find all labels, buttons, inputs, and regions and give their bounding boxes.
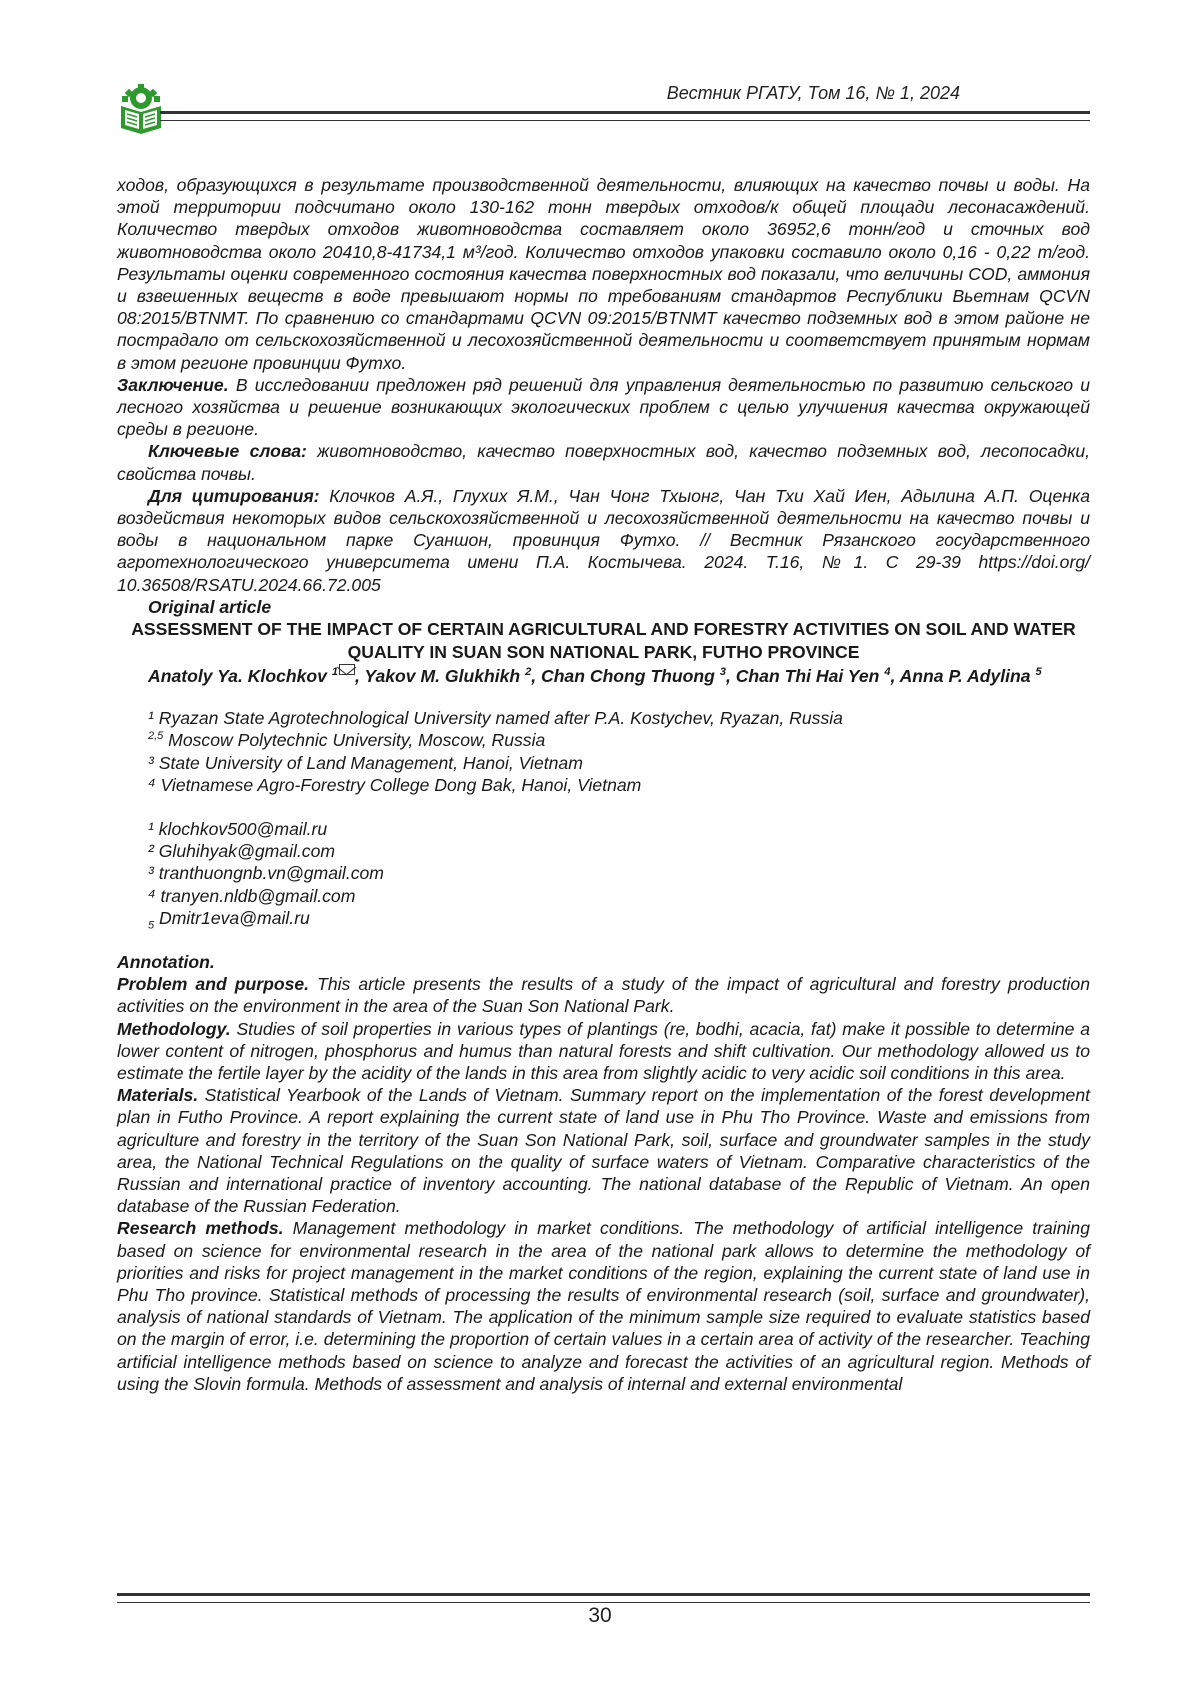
problem-text: This article presents the results of a study of the impact of agricultural and forestry production activities on the environment in the area of the Suan Son National Park. [117, 974, 1090, 1017]
email-address[interactable]: Dmitr1eva@mail.ru [154, 907, 310, 928]
affiliation-mark: ³ [148, 752, 154, 773]
email-mark: ¹ [148, 818, 154, 839]
citation-paragraph [117, 485, 1090, 596]
citation-label: Для цитирования: [148, 485, 320, 506]
author-mark: 2 [525, 666, 532, 679]
email-address[interactable]: Gluhihyak@gmail.com [153, 841, 336, 862]
email-address[interactable]: tranthuongnb.vn@gmail.com [153, 863, 384, 884]
author-name: Chan Chong Thuong [540, 665, 715, 686]
affiliation-text: Moscow Polytechnic University, Moscow, Russia [163, 730, 546, 751]
email-item [148, 840, 1090, 862]
email-mark: 5 [148, 919, 155, 932]
research-methods-text: Management methodology in market conditions. The methodology of artificial intelligence training based on science for environmental research in the area of the national park allows to determine the methodology of priorities and risks for project management in the market conditions of the region, explaining the current state of land use in Phu Tho province. Statistical methods of processing the results of environmental research (soil, surface and groundwater), analysis of national standards of Vietnam. The application of the minimum sample size required to evaluate statistics based on the margin of error, i.e. determining the proportion of certain values in a certain area of activity of the researcher. Teaching artificial intelligence methods based on science to analyze and forecast the activities of an agricultural region. Methods of using the Slovin formula. Methods of assessment and analysis of internal and external environmental [117, 1218, 1090, 1394]
author-name: Yakov M. Glukhikh [364, 665, 521, 686]
materials-text: Statistical Yearbook of the Lands of Vietnam. Summary report on the implementation of the forest development plan in Futho Province. A report explaining the current state of land use in Phu Tho Province. Waste and emissions from agriculture and forestry in the territory of the Suan Son National Park, soil, surface and groundwater samples in the study area, the National Technical Regulations on the quality of surface waters of Vietnam. Comparative characteristics of the Russian and international practice of inventory accounting. The national database of the Republic of Vietnam. An open database of the Russian Federation. [117, 1085, 1090, 1217]
affiliation-text: Vietnamese Agro-Forestry College Dong Bak, Hanoi, Vietnam [155, 774, 642, 795]
author-name: Anatoly Ya. Klochkov [148, 665, 327, 686]
citation-text: Клочков А.Я., Глухих Я.М., Чан Чонг Тхыонг, Чан Тхи Хай Иен, Адылина А.П. Оценка воздействия некоторых видов сельскохозяйственной и лесохозяйственной деятельности на качество почвы и воды в национальном парке Суаншон, провинция Футхо. // Вестник Рязанского государственного агротехнологического университета имени П.А. Костычева. 2024. Т.16, №1. С 29-39 https://doi.org/ 10.36508/RSATU.2024.66.72.005 [117, 485, 1090, 595]
email-mark: ² [148, 841, 154, 862]
keywords-text: животноводство, качество поверхностных вод, качество подземных вод, лесопосадки, свойства почвы. [117, 441, 1091, 484]
materials-label: Materials. [117, 1085, 199, 1106]
article-title: ASSESSMENT OF THE IMPACT OF CERTAIN AGRICULTURAL AND FORESTRY ACTIVITIES ON SOIL AND WATER QUALITY IN SUAN SON NATIONAL PARK, FUTHO PROVINCE [131, 619, 1076, 663]
author-name: Chan Thi Hai Yen [735, 665, 880, 686]
research-methods-label: Research methods. [117, 1218, 284, 1239]
page-number: 30 [588, 1604, 612, 1627]
conclusion-paragraph [117, 374, 1090, 441]
materials-paragraph [117, 1084, 1090, 1217]
author-mark: 3 [719, 666, 726, 679]
author-mark: 4 [884, 666, 891, 679]
methodology-text: Studies of soil properties in various types of plantings (re, bodhi, acacia, fat) make it possible to determine a lower content of nitrogen, phosphorus and humus than natural forests and shift cultivation. Our methodology allowed us to estimate the fertile layer by the acidity of the lands in this area from slightly acidic to very acidic soil conditions in this area. [117, 1018, 1090, 1083]
conclusion-label: Заключение. [117, 374, 229, 395]
affiliation-text: Ryazan State Agrotechnological University named after P.A. Kostychev, Ryazan, Russia [153, 708, 843, 729]
keywords-paragraph [117, 440, 1090, 484]
author-list: Anatoly Ya. Klochkov $^1$ , Yakov M. Glukhikh $^2$, Chan Chong Thuong $^3$, Chan Thi Hai Yen $^4$, Anna P. Adylina $^5$ [148, 665, 1042, 686]
affiliation-text: State University of Land Management, Hanoi, Vietnam [153, 752, 583, 773]
author-name: Anna P. Adylina [899, 665, 1031, 686]
affiliation-list [117, 707, 1090, 796]
keywords-label: Ключевые слова: [148, 441, 307, 462]
email-item [148, 907, 1090, 932]
email-address[interactable]: tranyen.nldb@gmail.com [155, 885, 356, 906]
email-mark: ⁴ [148, 885, 156, 906]
envelope-icon [339, 664, 355, 675]
email-item [148, 885, 1090, 907]
conclusion-text: В исследовании предложен ряд решений для управления деятельностью по развитию сельского и лесного хозяйства и решение возникающих экологических проблем с целью улучшения качества окружающей среды в регионе. [117, 374, 1090, 440]
abstract-continuation: ходов, образующихся в результате производственной деятельности, влияющих на качество почвы и воды. На этой территории подсчитано около 130-162 тонн твердых отходов/к общей площади лесонасаждений. Количество твердых отходов животноводства составляет около 36952,6 тонн/год и сточных вод животноводства около 20410,8-41734,1 м³/год. Количество отходов упаковки составило около 0,16 - 0,22 т/год. Результаты оценки современного состояния качества поверхностных вод показали, что величины COD, аммония и взвешенных веществ в воде превышают нормы по требованиям стандартов Республики Вьетнам QCVN 08:2015/BTNMT. По сравнению со стандартами QCVN 09:2015/BTNMT качество подземных вод в этом районе не пострадало от сельскохозяйственной и лесохозяйственной деятельности и соответствует принятым нормам в этом регионе провинции Футхо. [117, 175, 1090, 373]
email-item [148, 818, 1090, 840]
email-mark: ³ [148, 863, 154, 884]
affiliation-mark: 2,5 [148, 730, 164, 743]
journal-logo-icon [117, 84, 165, 134]
affiliation-mark: ¹ [148, 708, 154, 729]
annotation-heading-text: Annotation. [117, 951, 215, 972]
article-type: Original article [148, 596, 272, 617]
affiliation-item [148, 752, 1090, 774]
author-mark: 1 [331, 666, 338, 679]
problem-label: Problem and purpose. [117, 974, 310, 995]
methodology-label: Methodology. [117, 1018, 231, 1039]
annotation-heading [117, 951, 1090, 973]
header-divider [160, 111, 1090, 121]
methodology-paragraph [117, 1018, 1090, 1085]
author-mark: 5 [1035, 666, 1042, 679]
email-item [148, 862, 1090, 884]
email-address[interactable]: klochkov500@mail.ru [153, 818, 328, 839]
affiliation-item [148, 774, 1090, 796]
research-methods-paragraph [117, 1217, 1090, 1395]
affiliation-item [148, 729, 1090, 751]
page-content [117, 174, 1090, 1395]
footer-divider [117, 1593, 1090, 1603]
email-list [117, 818, 1090, 932]
problem-paragraph [117, 973, 1090, 1017]
journal-header-title: Вестник РГАТУ, Том 16, № 1, 2024 [666, 83, 960, 103]
affiliation-mark: ⁴ [148, 774, 156, 795]
affiliation-item [148, 707, 1090, 729]
